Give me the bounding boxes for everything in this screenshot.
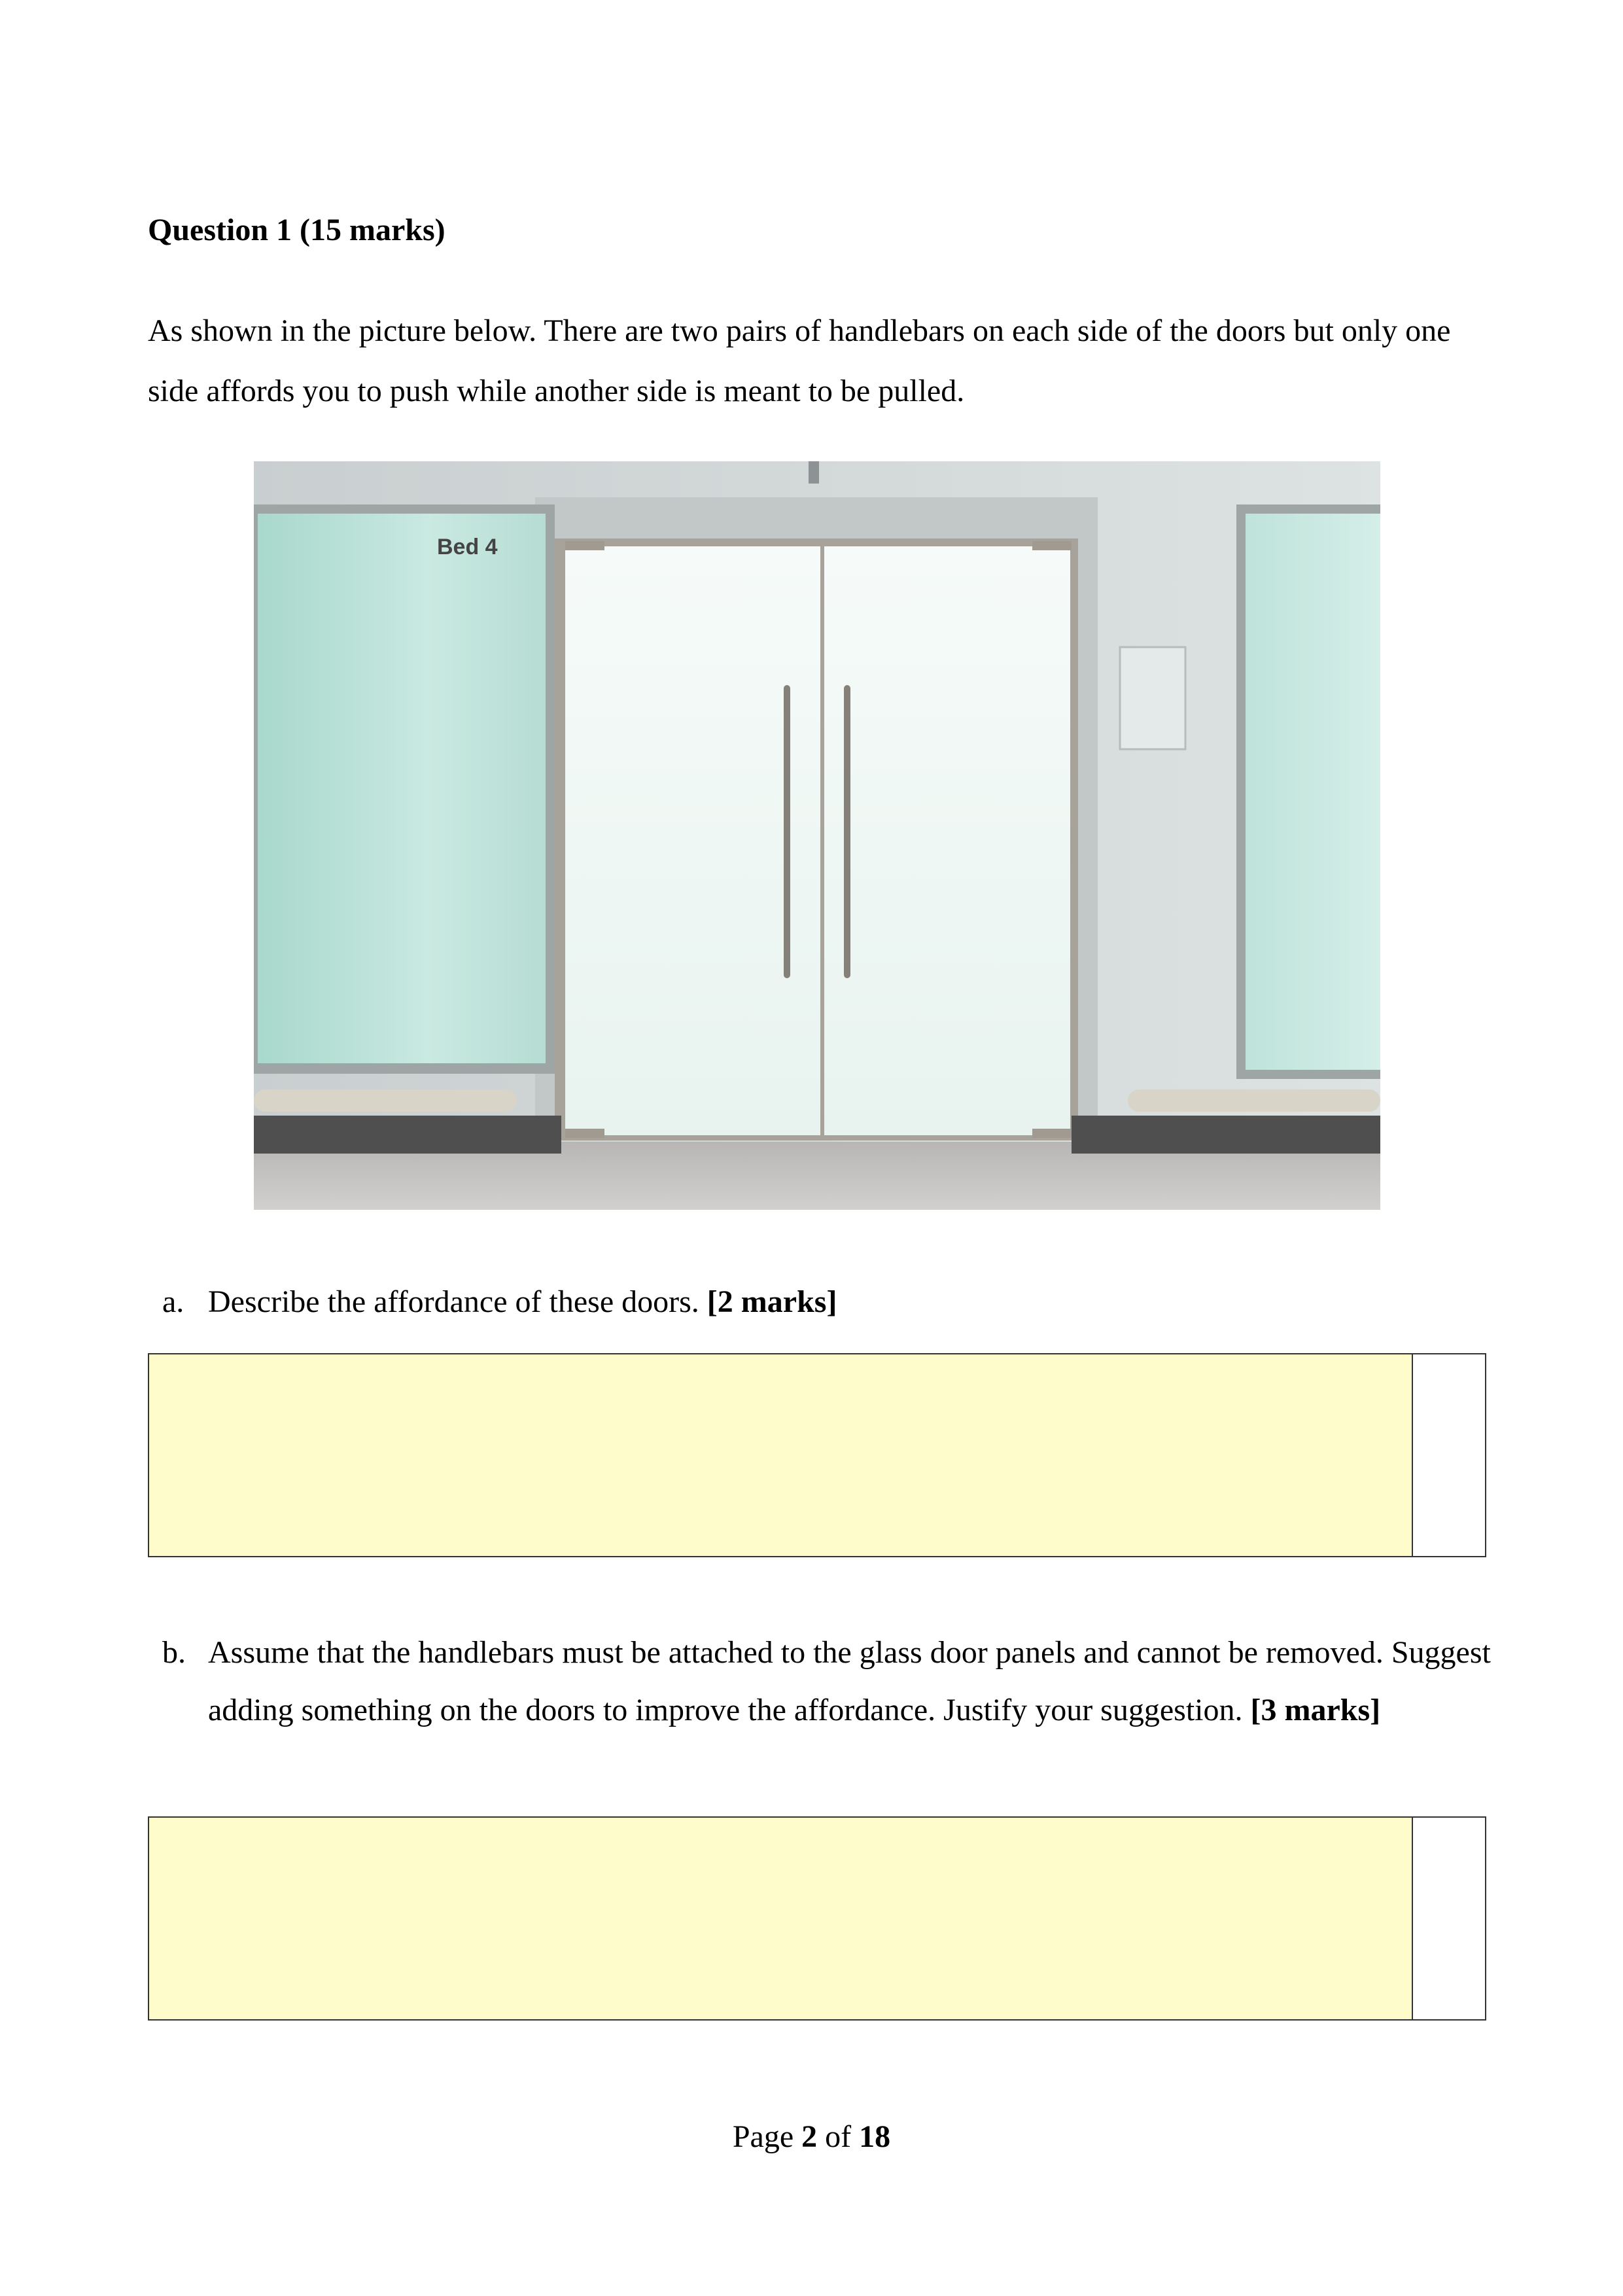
- right-handlebar: [844, 685, 850, 978]
- left-window-glass: [258, 514, 546, 1063]
- left-handlebar: [784, 685, 790, 978]
- right-window-glass: [1246, 514, 1380, 1070]
- part-b-letter: b.: [162, 1635, 186, 1670]
- top-right-fitting: [1032, 541, 1072, 550]
- answer-box-b[interactable]: [148, 1816, 1486, 2021]
- footer-current-page: 2: [801, 2119, 818, 2154]
- right-door-panel: [824, 546, 1070, 1135]
- bottom-right-fitting: [1032, 1129, 1072, 1138]
- part-a-marks: [2 marks]: [707, 1284, 837, 1319]
- question-part-a: [162, 1273, 1510, 1339]
- right-skirting: [1072, 1116, 1380, 1154]
- answer-box-b-mark-cell: [1412, 1818, 1485, 2019]
- top-left-fitting: [565, 541, 604, 550]
- right-bumper-rail: [1128, 1089, 1380, 1112]
- part-a-body: [208, 1273, 1516, 1331]
- footer-middle: of: [817, 2119, 860, 2154]
- part-b-body: [208, 1624, 1516, 1739]
- part-a-letter: a.: [162, 1284, 184, 1319]
- left-bumper-rail: [254, 1089, 517, 1112]
- question-heading: Question 1 (15 marks): [148, 213, 445, 247]
- page-footer: [0, 2119, 1623, 2155]
- question-intro: As shown in the picture below. There are two pairs of handlebars on each side of the doors but only one side affords you to push while another side is meant to be pulled.: [148, 313, 1451, 408]
- doors-photo: [254, 461, 1380, 1210]
- part-a-text: Describe the affordance of these doors.: [208, 1284, 707, 1319]
- footer-prefix: Page: [732, 2119, 802, 2154]
- left-door-panel: [565, 546, 820, 1135]
- wall-sign-holder: [1120, 647, 1185, 749]
- bed-sign-text: Bed 4: [437, 535, 498, 559]
- bottom-left-fitting: [565, 1129, 604, 1138]
- footer-total-pages: 18: [859, 2119, 891, 2154]
- question-part-b: [162, 1624, 1510, 1820]
- left-skirting: [254, 1116, 561, 1154]
- answer-box-a[interactable]: [148, 1353, 1486, 1557]
- ceiling-fixture: [809, 461, 819, 484]
- answer-box-a-mark-cell: [1412, 1354, 1485, 1556]
- part-b-text: Assume that the handlebars must be attached to the glass door panels and cannot be removed. Suggest adding something on the doors to improve the affordance. Justify your suggestion.: [208, 1635, 1491, 1727]
- part-b-marks: [3 marks]: [1250, 1693, 1381, 1727]
